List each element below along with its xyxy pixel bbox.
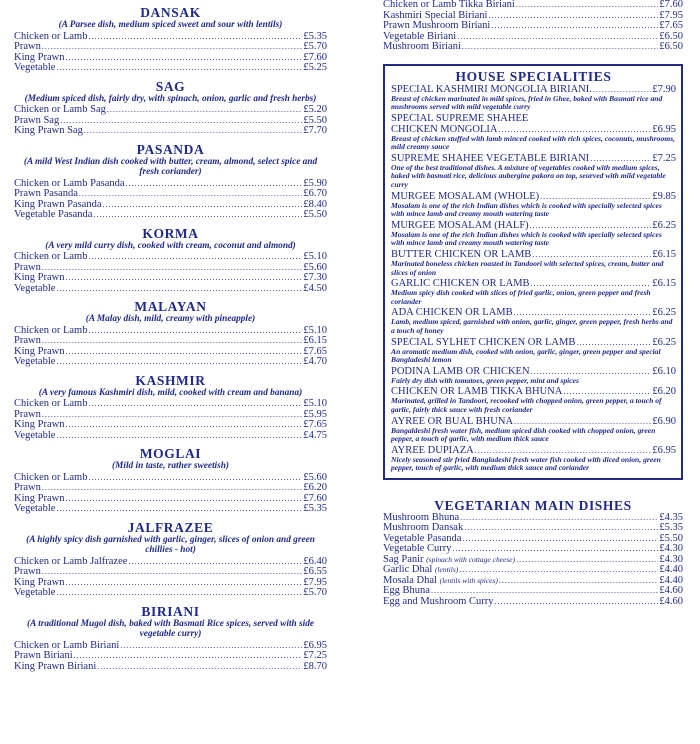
menu-item-row — [14, 473, 327, 484]
menu-section-dansak — [14, 5, 327, 74]
item-price: £4.70 — [303, 356, 327, 367]
item-name-text: Egg and Mushroom Curry — [383, 595, 494, 607]
house-item — [391, 445, 676, 473]
item-name-text: Prawn — [14, 482, 41, 493]
menu-item-row — [14, 357, 327, 368]
leader-dots — [488, 11, 658, 22]
house-item-price: £7.90 — [652, 83, 676, 95]
menu-section-jalfrazee — [14, 520, 327, 599]
section-title: MOGLAI — [139, 446, 202, 461]
item-price: £5.60 — [303, 471, 327, 483]
item-price: £7.60 — [303, 492, 327, 504]
item-name-text: King Prawn Biriani — [14, 660, 97, 672]
house-item-price: £7.25 — [652, 152, 676, 164]
menu-item-row — [14, 63, 327, 74]
leader-dots — [56, 284, 302, 295]
menu-item-row — [14, 399, 327, 410]
house-item-description: Fairly dry dish with tomatoes, green pepper, mint and spices — [391, 375, 579, 385]
item-name-text: Prawn — [14, 408, 41, 420]
leader-dots — [42, 336, 303, 347]
house-item-name: GARLIC CHICKEN OR LAMB — [391, 278, 530, 290]
biriani-continued-list — [383, 0, 683, 53]
menu-section-malayan — [14, 299, 327, 368]
item-name-text: Vegetable — [14, 356, 56, 367]
leader-dots — [65, 53, 302, 64]
item-name — [14, 126, 83, 137]
house-item-name: SPECIAL SYLHET CHICKEN OR LAMB — [391, 336, 576, 348]
leader-dots — [42, 42, 303, 53]
menu-item-row — [383, 597, 683, 608]
item-price: £4.60 — [659, 595, 683, 607]
item-name-text: Mushroom Biriani — [383, 41, 461, 52]
item-name-text: Chicken or Lamb — [14, 251, 88, 262]
leader-dots — [464, 523, 658, 534]
section-title: KORMA — [142, 225, 199, 241]
item-price: £4.40 — [659, 574, 683, 586]
house-item-price: £6.20 — [652, 386, 676, 398]
item-price: £7.30 — [303, 272, 327, 283]
leader-dots — [84, 126, 303, 137]
item-name-text: King Prawn — [14, 576, 65, 588]
house-item-name: MURGEE MOSALAM (WHOLE) — [391, 190, 540, 202]
item-price: £7.65 — [303, 419, 327, 430]
house-item-description: Marinated, grilled in Tandoori, recooked with chopped onion, green pepper, a touch of garlic, fairly thick sauce with fresh coriander — [391, 396, 662, 414]
house-item — [391, 84, 676, 112]
menu-item-row — [14, 126, 327, 137]
house-item-price: £6.10 — [652, 365, 676, 377]
item-price: £5.70 — [303, 41, 327, 52]
house-item-name: AYREE DUPIAZA — [391, 444, 474, 456]
leader-dots — [60, 116, 302, 127]
item-name-text: King Prawn — [14, 419, 65, 430]
section-title: PASANDA — [136, 141, 205, 157]
house-item-row — [391, 416, 676, 427]
item-price: £6.20 — [303, 482, 327, 493]
section-description: (A mild West Indian dish cooked with butter, cream, almond, select spice and fresh coriander) — [23, 156, 318, 177]
item-price: £6.50 — [659, 30, 683, 42]
item-price: £7.60 — [303, 51, 327, 63]
section-description: (A traditional Mugol dish, baked with Basmati Rice spices, served with side vegetable curry) — [27, 618, 314, 639]
leader-dots — [56, 504, 302, 515]
item-name-text: Garlic Dhal — [383, 564, 433, 576]
item-price: £5.35 — [303, 30, 327, 42]
menu-section-biriani — [14, 604, 327, 673]
house-item-description: Breast of chicken marinated in mild spices, fried in Ghee, baked with Basmati rice and mushrooms served with mild vegetable curry — [391, 93, 663, 112]
item-name-text: Prawn — [14, 566, 41, 577]
item-price: £4.30 — [659, 553, 683, 565]
item-note: (spinach with cottage cheese) — [426, 554, 516, 564]
item-price: £4.60 — [659, 585, 683, 597]
item-name-text: Vegetable — [14, 62, 56, 73]
item-price: £4.30 — [659, 543, 683, 555]
leader-dots — [107, 105, 303, 116]
leader-dots — [516, 555, 658, 566]
leader-dots — [74, 651, 303, 662]
item-price: £5.10 — [303, 324, 327, 336]
item-name-text: Vegetable Pasanda — [383, 532, 462, 544]
house-item-price: £6.15 — [652, 249, 676, 261]
leader-dots — [457, 32, 658, 43]
item-name-text: King Prawn — [14, 492, 65, 504]
house-item — [391, 220, 676, 248]
item-name-text: Chicken or Lamb Pasanda — [14, 177, 125, 189]
house-item-description: Bangaldeshi fresh water fish, medium spiced dish cooked with chopped onion, green pepper, a touch of garlic, with medium thick sauce — [391, 425, 656, 444]
left-column — [14, 0, 327, 674]
menu-item-row — [14, 53, 327, 64]
item-price: £5.20 — [303, 104, 327, 115]
menu-item-row — [14, 105, 327, 116]
leader-dots — [56, 431, 302, 442]
item-note: (lentils) — [434, 565, 459, 575]
leader-dots — [65, 347, 302, 358]
item-name-text: King Prawn — [14, 51, 65, 63]
item-price: £7.95 — [303, 576, 327, 588]
section-description: (A very mild curry dish, cooked with cream, coconut and almond) — [45, 240, 296, 251]
leader-dots — [459, 565, 658, 576]
house-item-price: £6.90 — [652, 415, 676, 427]
section-description: (Mild in taste, rather sweetish) — [112, 461, 229, 471]
item-price: £7.70 — [303, 125, 327, 136]
house-item-price: £6.25 — [652, 219, 676, 231]
vegetarian-title: VEGETARIAN MAIN DISHES — [434, 497, 632, 513]
item-name-text: Vegetable — [14, 587, 56, 598]
menu-item-row — [14, 326, 327, 337]
item-price: £5.25 — [303, 62, 327, 73]
vegetarian-list — [383, 513, 683, 608]
item-name — [14, 588, 55, 599]
leader-dots — [126, 179, 303, 190]
menu-item-row — [14, 588, 327, 599]
item-price: £5.95 — [303, 408, 327, 420]
item-price: £6.70 — [303, 188, 327, 199]
leader-dots — [491, 21, 658, 32]
section-title: SAG — [155, 78, 186, 94]
menu-item-row — [14, 662, 327, 673]
section-description: (A very famous Kashmiri dish, mild, cooked with cream and banana) — [38, 387, 303, 398]
section-title: KASHMIR — [135, 372, 206, 388]
section-title: BIRIANI — [141, 603, 200, 619]
item-price: £7.65 — [659, 20, 683, 31]
leader-dots — [65, 494, 302, 505]
leader-dots — [88, 326, 302, 337]
house-item-name: SPECIAL KASHMIRI MONGOLIA BIRIANI. — [391, 83, 592, 95]
leader-dots — [593, 84, 652, 95]
item-price: £7.65 — [303, 345, 327, 357]
item-price: £5.35 — [659, 522, 683, 534]
house-specialities-title: HOUSE SPECIALITIES — [455, 68, 612, 84]
section-title: MALAYAN — [134, 299, 207, 314]
item-name-text: Prawn Biriani — [14, 650, 73, 661]
menu-section-kashmir — [14, 373, 327, 442]
leader-dots — [88, 32, 302, 43]
house-item-description: Marinated boneless chicken roasted in Tandoori with selected spices, cream, butter and slices of onion — [391, 259, 664, 277]
house-item — [391, 249, 676, 277]
item-name-text: Mushroom Dansak — [383, 522, 464, 534]
item-name-text: Vegetable Curry — [383, 543, 452, 555]
item-name-text: Vegetable — [14, 429, 56, 441]
item-name-text: Sag Panir — [383, 553, 424, 565]
leader-dots — [103, 200, 303, 211]
leader-dots — [42, 567, 303, 578]
leader-dots — [79, 189, 303, 200]
leader-dots — [42, 410, 303, 421]
house-item — [391, 416, 676, 444]
house-item-price: £6.25 — [652, 336, 676, 348]
item-name — [14, 210, 92, 221]
house-item-price: £6.25 — [652, 307, 676, 319]
item-name — [14, 357, 55, 368]
house-item-price: £9.85 — [652, 190, 676, 202]
menu-item-row — [383, 42, 683, 53]
section-description: (A Malay dish, mild, creamy with pineapple) — [85, 314, 256, 324]
section-description: (A highly spicy dish garnished with garlic, ginger, slices of onion and green chillies - hot) — [26, 534, 315, 555]
leader-dots — [56, 588, 302, 599]
item-name — [383, 597, 494, 608]
item-price: £6.95 — [303, 639, 327, 651]
leader-dots — [462, 534, 658, 545]
house-item-description: An aromatic medium dish, cooked with onion, garlic, ginger, green pepper and special Bangladeshi lemon — [391, 346, 661, 365]
house-item-price: £6.95 — [652, 123, 676, 135]
item-price: £5.90 — [303, 177, 327, 189]
menu-section-korma — [14, 226, 327, 295]
leader-dots — [128, 557, 302, 568]
house-item-description: Mosalam is one of the rich Indian dishes which is cooked with specially selected spices with mince lamb and creamy mouth watering taste — [391, 200, 662, 219]
item-name-text: King Prawn Sag — [14, 125, 83, 136]
leader-dots — [516, 0, 659, 11]
leader-dots — [56, 357, 302, 368]
house-item — [391, 278, 676, 306]
leader-dots — [65, 578, 302, 589]
house-item-name: AYREE OR BUAL BHUNA — [391, 415, 514, 427]
house-item — [391, 153, 676, 190]
item-name-text: Chicken or Lamb Sag — [14, 104, 106, 115]
leader-dots — [120, 641, 302, 652]
item-name-text: Prawn Sag — [14, 114, 60, 126]
item-name-text: Chicken or Lamb Tikka Biriani — [383, 0, 515, 10]
menu-section-moglai — [14, 446, 327, 515]
house-item — [391, 386, 676, 414]
house-item — [391, 337, 676, 365]
menu-item-row — [14, 494, 327, 505]
leader-dots — [88, 252, 302, 263]
house-item-name-line: SPECIAL SUPREME SHAHEE — [391, 112, 529, 124]
leader-dots — [42, 483, 303, 494]
menu-item-row — [14, 252, 327, 263]
item-price: £4.75 — [303, 429, 327, 441]
leader-dots — [56, 63, 302, 74]
item-price: £6.15 — [303, 335, 327, 346]
right-column — [383, 0, 683, 607]
leader-dots — [462, 42, 659, 53]
house-item-price: £6.15 — [652, 278, 676, 290]
house-item-description: Nicely seasoned stir fried Bangladeshi fresh water fish cooked with diced onion, green pepper, touch of garlic, with medium thick sauce and coriander — [391, 454, 661, 473]
item-price: £6.50 — [659, 41, 683, 52]
item-name-text: Chicken or Lamb — [14, 398, 88, 409]
item-price: £5.50 — [659, 532, 683, 544]
menu-item-row — [14, 347, 327, 358]
menu-item-row — [14, 504, 327, 515]
menu-item-row — [14, 273, 327, 284]
item-name — [383, 42, 461, 53]
section-title: DANSAK — [140, 5, 201, 20]
item-name — [14, 431, 55, 442]
item-name-text: Prawn — [14, 335, 41, 346]
menu-item-row — [14, 210, 327, 221]
item-price: £5.50 — [303, 114, 327, 126]
leader-dots — [495, 597, 659, 608]
item-name-text: Prawn — [14, 41, 41, 52]
item-price: £5.60 — [303, 261, 327, 273]
house-item-description: Lamb, medium spiced, garnished with onion, garlic, ginger, green pepper, fresh herbs and a touch of honey — [391, 317, 673, 335]
item-name-text: Prawn Pasanda — [14, 188, 78, 199]
item-name-text: Vegetable Pasanda — [14, 209, 93, 220]
item-note: (lentils with spices) — [439, 575, 498, 585]
menu-item-row — [14, 557, 327, 568]
item-name-text: Prawn — [14, 261, 41, 273]
house-item-name: CHICKEN MONGOLIA — [391, 123, 498, 135]
item-name-text: Chicken or Lamb — [14, 471, 88, 483]
leader-dots — [88, 473, 302, 484]
item-price: £5.50 — [303, 209, 327, 220]
house-item-description: Mosalam is one of the rich Indian dishes which is cooked with specially selected spices with mince lamb and creamy mouth watering taste — [391, 229, 662, 248]
item-name — [14, 504, 55, 515]
leader-dots — [576, 337, 651, 348]
menu-item-row — [14, 32, 327, 43]
menu-item-row — [14, 284, 327, 295]
house-item-row — [391, 84, 676, 95]
house-item-name: SUPREME SHAHEE VEGETABLE BIRIANI — [391, 152, 590, 164]
item-name-text: Chicken or Lamb — [14, 30, 88, 42]
section-title: JALFRAZEE — [127, 519, 214, 535]
menu-section-sag — [14, 79, 327, 137]
item-name — [14, 284, 55, 295]
menu-item-row — [383, 544, 683, 555]
item-name-text: Prawn Mushroom Biriani — [383, 20, 491, 31]
house-item-name: ADA CHICKEN OR LAMB — [391, 307, 513, 319]
item-name-text: Vegetable Biriani — [383, 30, 457, 42]
item-price: £5.35 — [303, 503, 327, 514]
item-name-text: Mosala Dhal — [383, 574, 437, 586]
item-name-text: King Prawn — [14, 272, 65, 283]
item-name-text: Egg Bhuna — [383, 585, 430, 597]
house-specialities-list — [391, 84, 676, 473]
item-name — [14, 662, 96, 673]
menu-item-row — [14, 578, 327, 589]
leader-dots — [42, 263, 303, 274]
item-price: £8.40 — [303, 198, 327, 210]
item-name-text: Vegetable — [14, 282, 56, 294]
item-name-text: King Prawn Pasanda — [14, 198, 102, 210]
item-price: £7.60 — [659, 0, 683, 10]
house-item-name: BUTTER CHICKEN OR LAMB — [391, 249, 532, 261]
item-price: £8.70 — [303, 660, 327, 672]
item-price: £5.10 — [303, 251, 327, 262]
menu-item-row — [14, 431, 327, 442]
item-price: £7.95 — [659, 9, 683, 21]
leader-dots — [499, 576, 658, 587]
item-price: £7.25 — [303, 650, 327, 661]
house-item-name: MURGEE MOSALAM (HALF) — [391, 219, 529, 231]
house-specialities-box — [383, 64, 683, 480]
section-description: (Medium spiced dish, fairly dry, with spinach, onion, garlic and fresh herbs) — [24, 93, 317, 104]
item-name-text: Vegetable — [14, 503, 56, 514]
leader-dots — [88, 399, 302, 410]
house-item-description: Medium spicy dish cooked with slices of fried garlic, onion, green pepper and fresh coriander — [391, 288, 651, 306]
house-item-description: Breast of chicken stuffed with lamb minced cooked with rich spices, coconuts, mushrooms, mild creamy sauce — [391, 133, 676, 152]
vegetarian-section — [383, 498, 683, 608]
item-price: £5.10 — [303, 398, 327, 409]
house-item-name: PODINA LAMB OR CHICKEN — [391, 365, 530, 377]
item-price: £5.70 — [303, 587, 327, 598]
house-item — [391, 113, 676, 152]
house-item — [391, 307, 676, 335]
item-price: £6.40 — [303, 555, 327, 567]
house-item — [391, 191, 676, 219]
item-price: £4.50 — [303, 282, 327, 294]
leader-dots — [514, 416, 651, 427]
leader-dots — [460, 513, 658, 524]
house-item-row — [391, 337, 676, 348]
item-price: £4.40 — [659, 564, 683, 576]
house-item — [391, 366, 676, 386]
item-name — [14, 63, 55, 74]
item-price: £4.35 — [659, 511, 683, 523]
item-name-text: Mushroom Bhuna — [383, 511, 460, 523]
leader-dots — [540, 191, 651, 202]
leader-dots — [65, 420, 302, 431]
house-item-description: One of the best traditional dishes. A mixture of vegetables cooked with medium spices, baked with basmati rice, delicious aubergine pakora on top, seurved with mild vegetable curry — [391, 162, 666, 190]
item-name-text: Chicken or Lamb — [14, 324, 88, 336]
item-name-text: King Prawn — [14, 345, 65, 357]
item-name-text: Chicken or Lamb Jalfrazee — [14, 555, 128, 567]
leader-dots — [65, 273, 302, 284]
menu-item-row — [14, 420, 327, 431]
menu-section-pasanda — [14, 142, 327, 221]
section-description: (A Parsee dish, medium spiced sweet and sour with lentils) — [58, 20, 283, 30]
item-name-text: Kashmiri Special Biriani — [383, 9, 488, 21]
leader-dots — [93, 210, 302, 221]
house-item-price: £6.95 — [652, 444, 676, 456]
item-price: £6.55 — [303, 566, 327, 577]
house-item-row — [391, 191, 676, 202]
leader-dots — [453, 544, 659, 555]
item-name-text: Chicken or Lamb Biriani — [14, 639, 120, 651]
house-item-name: CHICKEN OR LAMB TIKKA BHUNA — [391, 386, 563, 398]
leader-dots — [97, 662, 302, 673]
